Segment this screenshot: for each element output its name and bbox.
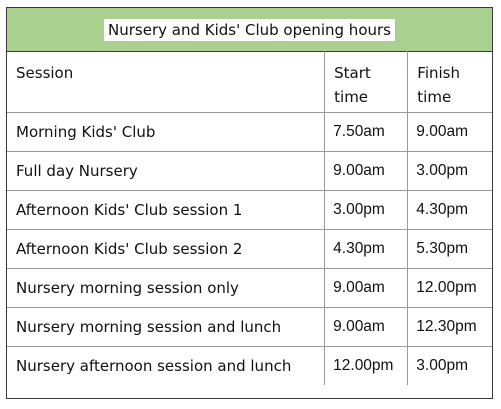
opening-hours-table-frame — [6, 7, 493, 399]
header-finish-line1: Finish — [417, 64, 460, 82]
header-row — [7, 51, 492, 112]
start-time-cell: 9.00am — [325, 268, 408, 307]
finish-time-cell: 3.00pm — [408, 151, 492, 190]
start-time-cell: 12.00pm — [325, 346, 408, 385]
finish-time-cell: 3.00pm — [408, 346, 492, 385]
finish-time-cell: 4.30pm — [408, 190, 492, 229]
finish-time-cell: 9.00am — [408, 112, 492, 151]
header-session-label: Session — [16, 64, 74, 82]
header-start-line2: time — [334, 88, 369, 106]
session-cell: Nursery afternoon session and lunch — [7, 346, 325, 385]
table-title-bar — [7, 8, 492, 52]
table-row — [7, 190, 492, 229]
table-row — [7, 307, 492, 346]
header-start-time — [325, 51, 408, 112]
session-cell: Afternoon Kids' Club session 1 — [7, 190, 325, 229]
session-cell: Full day Nursery — [7, 151, 325, 190]
start-time-cell: 3.00pm — [325, 190, 408, 229]
table-title: Nursery and Kids' Club opening hours — [104, 19, 395, 41]
session-cell: Nursery morning session only — [7, 268, 325, 307]
header-session — [7, 51, 325, 112]
start-time-cell: 9.00am — [325, 307, 408, 346]
table-row — [7, 151, 492, 190]
header-start-line1: Start — [334, 64, 371, 82]
session-cell: Morning Kids' Club — [7, 112, 325, 151]
table-row — [7, 346, 492, 385]
start-time-cell: 9.00am — [325, 151, 408, 190]
table-row — [7, 229, 492, 268]
session-cell: Nursery morning session and lunch — [7, 307, 325, 346]
session-cell: Afternoon Kids' Club session 2 — [7, 229, 325, 268]
finish-time-cell: 12.30pm — [408, 307, 492, 346]
table-row — [7, 112, 492, 151]
table-row — [7, 268, 492, 307]
header-finish-line2: time — [417, 88, 452, 106]
header-finish-time — [408, 51, 492, 112]
opening-hours-table — [7, 51, 492, 385]
start-time-cell: 7.50am — [325, 112, 408, 151]
finish-time-cell: 12.00pm — [408, 268, 492, 307]
finish-time-cell: 5.30pm — [408, 229, 492, 268]
start-time-cell: 4.30pm — [325, 229, 408, 268]
